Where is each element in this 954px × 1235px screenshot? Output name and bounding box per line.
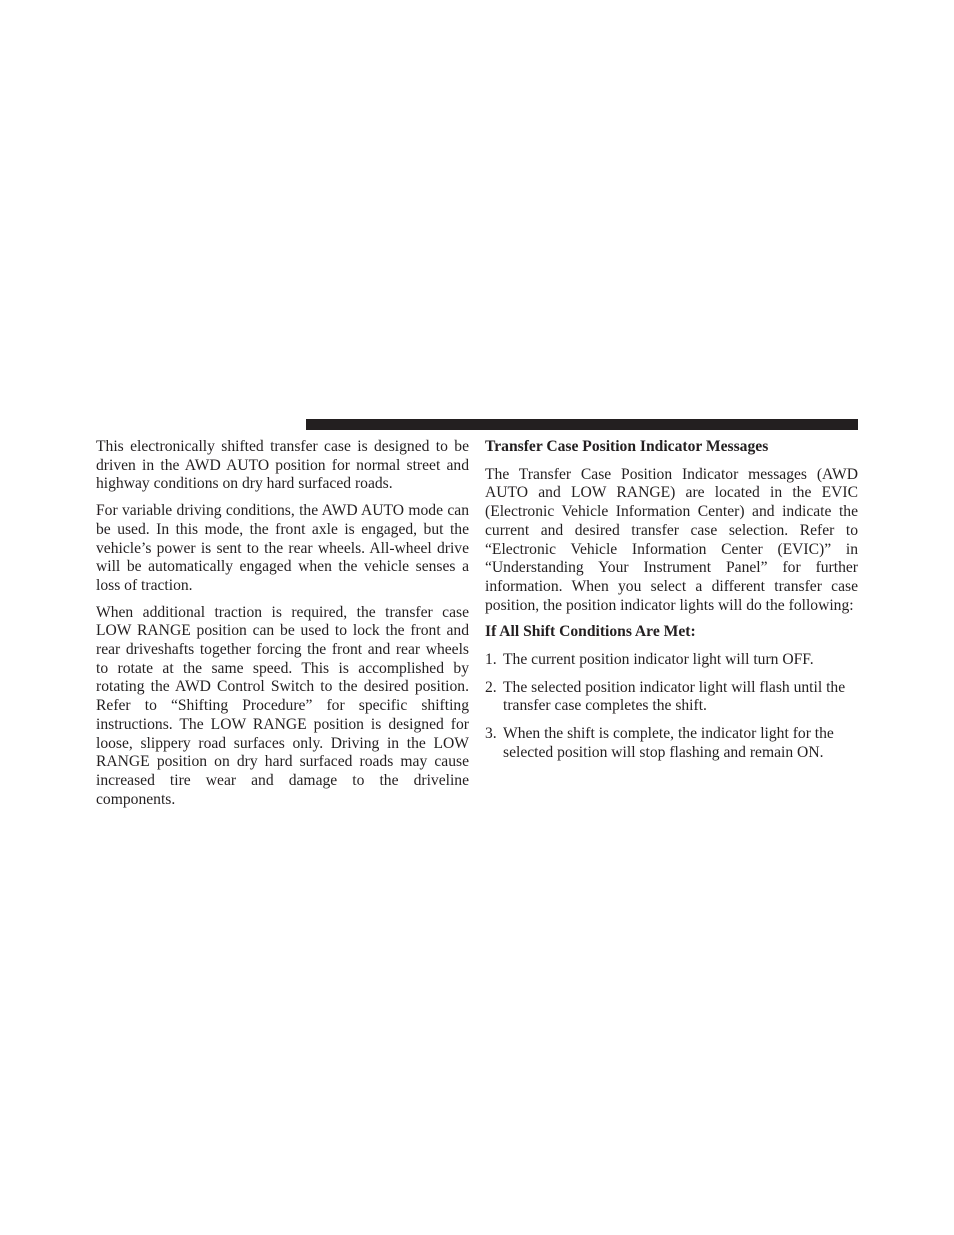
list-item-number: 1. — [485, 651, 497, 669]
paragraph-awd-auto-normal: This electronically shifted transfer case is designed to be driven in the AWD AUTO position for normal street and highway conditions on dry hard surfaced roads. — [96, 438, 469, 493]
list-item — [485, 679, 858, 716]
list-item-number: 3. — [485, 725, 497, 743]
list-item-number: 2. — [485, 678, 497, 696]
list-item-text: When the shift is complete, the indicator light for the selected position will stop flashing and remain ON. — [503, 725, 834, 761]
shift-steps-list — [485, 651, 858, 763]
right-column — [485, 438, 858, 772]
paragraph-variable-conditions: For variable driving conditions, the AWD AUTO mode can be used. In this mode, the front axle is engaged, but the vehicle’s power is sent to the rear wheels. All-wheel drive will be automatically engaged when the vehicle senses a loss of traction. — [96, 502, 469, 594]
section-header-rule — [306, 419, 858, 430]
list-item — [485, 651, 858, 670]
list-item-text: The current position indicator light will turn OFF. — [503, 651, 814, 669]
left-column — [96, 438, 469, 817]
paragraph-low-range: When additional traction is required, the transfer case LOW RANGE position can be used to lock the front and rear driveshafts together forcing the front and rear wheels to rotate at the same speed. This is accomplished by rotating the AWD Control Switch to the desired position. Refer to “Shifting Procedure” for specific shifting instructions. The LOW RANGE position is designed for loose, slippery road surfaces only. Driving in the LOW RANGE position on dry hard surfaced roads may cause increased tire wear and damage to the driveline components. — [96, 603, 469, 808]
list-item — [485, 725, 858, 762]
list-item-text: The selected position indicator light will flash until the transfer case completes the shift. — [503, 678, 846, 715]
paragraph-indicator-intro: The Transfer Case Position Indicator messages (AWD AUTO and LOW RANGE) are located in the EVIC (Electronic Vehicle Information Center) and indicate the current and desired transfer case selection. Refer to “Electronic Vehicle Information Center (EVIC)” in “Understanding Your Instrument Panel” for further information. When you select a different transfer case position, the position indicator lights will do the following: — [485, 465, 858, 614]
subheading-shift-conditions: If All Shift Conditions Are Met: — [485, 623, 696, 641]
section-heading: Transfer Case Position Indicator Messages — [485, 438, 769, 455]
